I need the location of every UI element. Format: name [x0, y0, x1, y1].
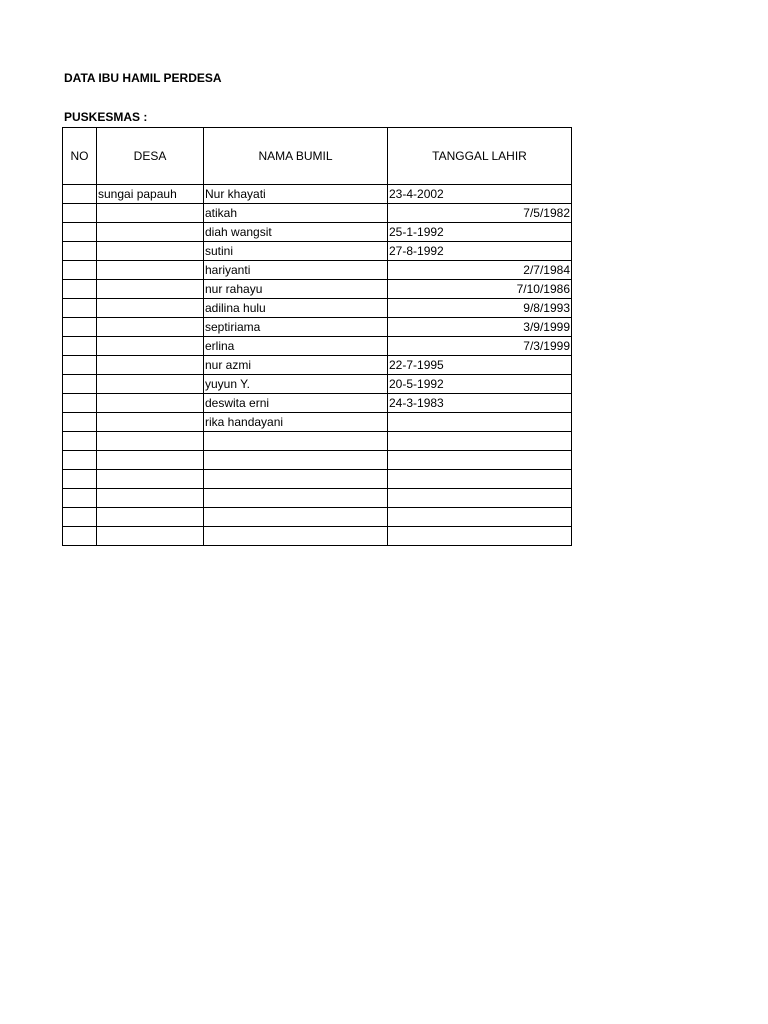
cell-desa: [97, 318, 204, 337]
cell-no: [63, 508, 97, 527]
table-row: [63, 470, 572, 489]
cell-nama-bumil: [204, 527, 388, 546]
cell-desa: [97, 413, 204, 432]
cell-tanggal-lahir: 7/10/1986: [388, 280, 572, 299]
cell-no: [63, 299, 97, 318]
cell-tanggal-lahir: 9/8/1993: [388, 299, 572, 318]
cell-tanggal-lahir: 27-8-1992: [388, 242, 572, 261]
cell-desa: [97, 489, 204, 508]
cell-nama-bumil: nur azmi: [204, 356, 388, 375]
cell-tanggal-lahir: 23-4-2002: [388, 185, 572, 204]
cell-desa: [97, 299, 204, 318]
cell-nama-bumil: rika handayani: [204, 413, 388, 432]
cell-no: [63, 185, 97, 204]
header-tanggal-lahir: TANGGAL LAHIR: [388, 128, 572, 185]
cell-nama-bumil: nur rahayu: [204, 280, 388, 299]
cell-desa: [97, 394, 204, 413]
table-row: [63, 242, 572, 261]
table-row: [63, 280, 572, 299]
cell-tanggal-lahir: [388, 413, 572, 432]
cell-tanggal-lahir: 22-7-1995: [388, 356, 572, 375]
table-row: [63, 356, 572, 375]
cell-nama-bumil: erlina: [204, 337, 388, 356]
cell-desa: [97, 508, 204, 527]
cell-nama-bumil: [204, 470, 388, 489]
table-row: [63, 261, 572, 280]
table-body: [63, 185, 572, 546]
cell-desa: [97, 223, 204, 242]
cell-nama-bumil: [204, 489, 388, 508]
cell-nama-bumil: atikah: [204, 204, 388, 223]
table-row: [63, 204, 572, 223]
cell-desa: [97, 337, 204, 356]
cell-no: [63, 223, 97, 242]
cell-no: [63, 337, 97, 356]
header-no: NO: [63, 128, 97, 185]
cell-nama-bumil: diah wangsit: [204, 223, 388, 242]
data-table: [62, 127, 572, 546]
page-title: DATA IBU HAMIL PERDESA: [64, 71, 222, 85]
cell-tanggal-lahir: 2/7/1984: [388, 261, 572, 280]
table-row: [63, 223, 572, 242]
cell-tanggal-lahir: [388, 489, 572, 508]
table-row: [63, 394, 572, 413]
header-row: [63, 128, 572, 185]
cell-desa: [97, 280, 204, 299]
cell-desa: sungai papauh: [97, 185, 204, 204]
cell-tanggal-lahir: [388, 508, 572, 527]
cell-tanggal-lahir: [388, 451, 572, 470]
cell-nama-bumil: [204, 432, 388, 451]
cell-tanggal-lahir: 24-3-1983: [388, 394, 572, 413]
header-desa: DESA: [97, 128, 204, 185]
cell-tanggal-lahir: [388, 470, 572, 489]
puskesmas-label: PUSKESMAS :: [64, 110, 148, 124]
cell-desa: [97, 527, 204, 546]
cell-nama-bumil: septiriama: [204, 318, 388, 337]
cell-tanggal-lahir: 3/9/1999: [388, 318, 572, 337]
table-row: [63, 375, 572, 394]
table-row: [63, 318, 572, 337]
cell-tanggal-lahir: 7/5/1982: [388, 204, 572, 223]
cell-tanggal-lahir: 7/3/1999: [388, 337, 572, 356]
cell-desa: [97, 242, 204, 261]
cell-tanggal-lahir: 20-5-1992: [388, 375, 572, 394]
cell-no: [63, 527, 97, 546]
table-row: [63, 299, 572, 318]
table-header: [63, 128, 572, 185]
cell-desa: [97, 432, 204, 451]
cell-nama-bumil: adilina hulu: [204, 299, 388, 318]
cell-nama-bumil: [204, 508, 388, 527]
cell-desa: [97, 261, 204, 280]
cell-tanggal-lahir: 25-1-1992: [388, 223, 572, 242]
cell-nama-bumil: deswita erni: [204, 394, 388, 413]
cell-desa: [97, 356, 204, 375]
table-row: [63, 508, 572, 527]
table-row: [63, 451, 572, 470]
cell-no: [63, 470, 97, 489]
cell-nama-bumil: hariyanti: [204, 261, 388, 280]
cell-no: [63, 394, 97, 413]
table-row: [63, 337, 572, 356]
cell-nama-bumil: Nur khayati: [204, 185, 388, 204]
cell-no: [63, 204, 97, 223]
cell-no: [63, 280, 97, 299]
cell-no: [63, 489, 97, 508]
cell-tanggal-lahir: [388, 527, 572, 546]
cell-no: [63, 432, 97, 451]
table-row: [63, 527, 572, 546]
cell-no: [63, 261, 97, 280]
cell-desa: [97, 451, 204, 470]
cell-desa: [97, 375, 204, 394]
cell-nama-bumil: sutini: [204, 242, 388, 261]
cell-no: [63, 318, 97, 337]
cell-no: [63, 413, 97, 432]
cell-desa: [97, 204, 204, 223]
cell-no: [63, 356, 97, 375]
cell-nama-bumil: [204, 451, 388, 470]
table-row: [63, 432, 572, 451]
cell-nama-bumil: yuyun Y.: [204, 375, 388, 394]
table-row: [63, 413, 572, 432]
cell-no: [63, 375, 97, 394]
header-nama-bumil: NAMA BUMIL: [204, 128, 388, 185]
table-row: [63, 489, 572, 508]
cell-tanggal-lahir: [388, 432, 572, 451]
cell-no: [63, 451, 97, 470]
cell-no: [63, 242, 97, 261]
cell-desa: [97, 470, 204, 489]
table-row: [63, 185, 572, 204]
